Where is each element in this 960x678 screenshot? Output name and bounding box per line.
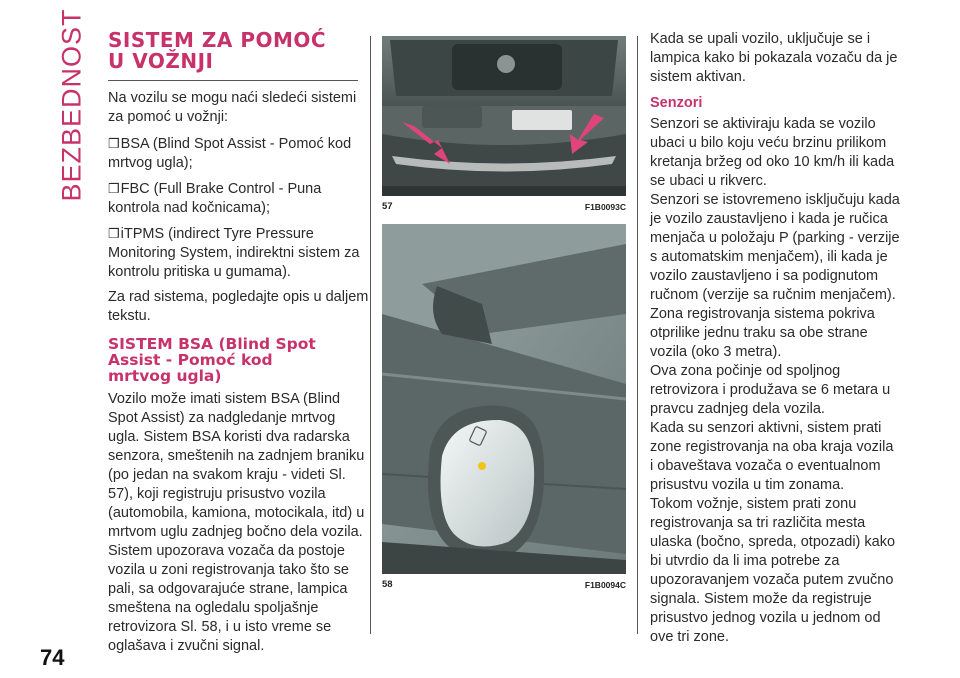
side-section-tab: [56, 8, 87, 202]
section-heading-line3: mrtvog ugla): [108, 367, 222, 385]
bsa-warning-paragraph: Sistem upozorava vozača da postoje vozila u zoni registrovanja tako što se pali, sa odgovarajuće strane, lampica smeštena na ogledalu spoljašnje retrovizora Sl. 58, i u isto vreme se oglašava i zvučni signal.: [108, 543, 349, 654]
sensors-deactivation-paragraph: Senzori se istovremeno isključuju kada je vozilo zaustavljeno i kada je ručica menjača u položaju P (parking - verzije s automatskim menjačem), ili kada je vozilo zaustavljeno i sa podignutom ručnom (verzije sa ručnim menjačem).: [650, 192, 900, 303]
section-heading-line1: SISTEM BSA (Blind Spot: [108, 335, 316, 353]
figure-57: [382, 36, 626, 212]
column-divider-left: [370, 36, 371, 634]
figure-caption: [382, 201, 626, 212]
side-mirror-illustration: [382, 224, 626, 574]
right-column: [650, 30, 900, 647]
figure-number: 58: [382, 579, 393, 590]
figure-code: F1B0094C: [584, 579, 626, 590]
detection-zone-paragraph: Zona registrovanja sistema pokriva otprilike jednu traku sa obe strane vozila (oko 3 metra).: [650, 306, 875, 360]
outro-paragraph: Za rad sistema, pogledajte opis u daljem tekstu.: [108, 289, 369, 324]
checkbox-bullet-icon: ❒: [108, 181, 120, 196]
checkbox-bullet-icon: ❒: [108, 136, 120, 151]
bullet-text: iTPMS (indirect Tyre Pressure Monitoring System, indirektni sistem za kontrolu pritiska u gumama).: [108, 226, 360, 280]
figure-number: 57: [382, 201, 393, 212]
subsection-heading: Senzori: [650, 95, 703, 111]
section-heading-line2: Assist - Pomoć kod: [108, 351, 273, 369]
bullet-text: BSA (Blind Spot Assist - Pomoć kod mrtvog ugla);: [108, 136, 352, 171]
bullet-text: FBC (Full Brake Control - Puna kontrola nad kočnicama);: [108, 181, 322, 216]
checkbox-bullet-icon: ❒: [108, 226, 120, 241]
bullet-item: [108, 134, 370, 173]
left-column: [108, 30, 370, 663]
driving-monitoring-paragraph: Tokom vožnje, sistem prati zonu registrovanja sa tri različita mesta ulaska (bočno, spreda, otpozadi) kako bi utvrdio da li ima potrebe za upozoravanjem vozača putem zvučno signala. Sistem može da registruje prisustvo jednog vozila u jednom od ove tri zone.: [650, 496, 896, 645]
intro-paragraph: Na vozilu se mogu naći sledeći sistemi za pomoć u vožnji:: [108, 90, 357, 125]
figure-58: [382, 224, 626, 590]
main-heading: [108, 30, 370, 72]
zone-extent-paragraph: Ova zona počinje od spoljnog retrovizora i produžava se 6 metara u pravcu zadnjeg dela vozila.: [650, 363, 891, 417]
figure-code: F1B0093C: [584, 201, 626, 212]
figure-caption: [382, 579, 626, 590]
sensors-activation-paragraph: Senzori se aktiviraju kada se vozilo ubaci u bilo koju veću brzinu prilikom kretanja bržeg od oko 10 km/h ili kada se ubaci u rikverc.: [650, 116, 895, 189]
system-active-paragraph: Kada se upali vozilo, uključuje se i lampica kako bi pokazala vozaču da je sistem aktivan.: [650, 31, 898, 85]
bsa-description-paragraph: Vozilo može imati sistem BSA (Blind Spot Assist) za nadgledanje mrtvog ugla. Sistem BSA koristi dva radarska senzora, smeštenih na zadnjem braniku (po jedan na svakom kraju - videti Sl. 57), koji registruju prisustvo vozila (automobila, kamiona, motocikala, itd) u mrtvom uglu zadnjeg bočno dela vozila.: [108, 391, 365, 540]
main-heading-line2: U VOŽNJI: [108, 49, 214, 73]
monitoring-paragraph: Kada su senzori aktivni, sistem prati zone registrovanja na oba kraja vozila i obaveštava vozača o eventualnom prisustvu vozila u tim zonama.: [650, 420, 894, 493]
main-heading-line1: SISTEM ZA POMOĆ: [108, 28, 327, 52]
car-rear-illustration: [382, 36, 626, 196]
column-divider-right: [637, 36, 638, 634]
page-number: 74: [40, 645, 65, 670]
car-mirror-image: [382, 224, 626, 574]
bullet-item: [108, 224, 370, 282]
bullet-item: [108, 179, 370, 218]
car-rear-image: [382, 36, 626, 196]
side-section-label: BEZBEDNOST: [56, 8, 87, 202]
section-heading: [108, 336, 370, 384]
heading-rule: [108, 80, 358, 81]
